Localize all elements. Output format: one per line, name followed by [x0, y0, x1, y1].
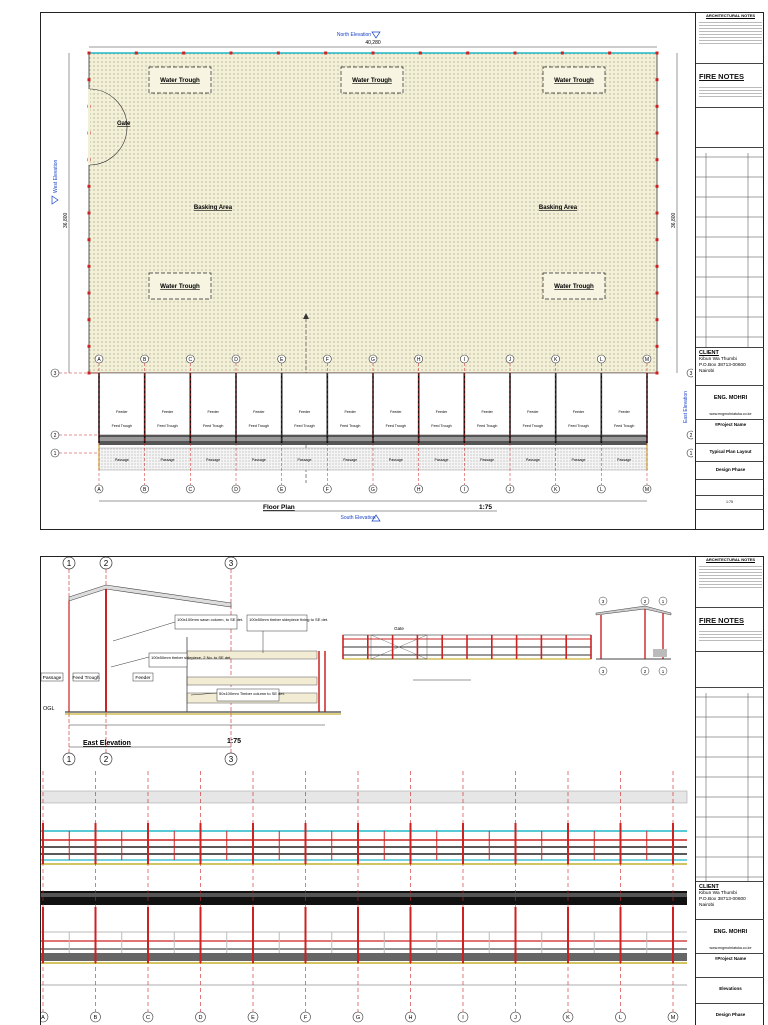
svg-text:G: G	[371, 487, 375, 493]
client-city: Nairobi	[699, 369, 715, 374]
water-trough-label: Water Trough	[554, 283, 594, 290]
long-grid-h	[406, 1012, 416, 1022]
svg-text:F: F	[303, 1015, 308, 1021]
svg-text:D: D	[234, 487, 238, 493]
svg-text:2: 2	[689, 433, 693, 439]
feed-trough-label: Feed Trough	[431, 424, 452, 428]
engineer-name-2: ENG. MOHRI	[713, 929, 748, 935]
long-grid-m	[668, 1012, 678, 1022]
floor-plan-title: Floor Plan	[263, 504, 295, 511]
overall-depth-dim-right: 36,800	[671, 212, 677, 228]
revision-table	[696, 147, 764, 348]
svg-text:H: H	[416, 487, 421, 493]
gate-elevation	[343, 626, 591, 680]
arch-notes-body-2	[699, 564, 762, 590]
end-elevation	[596, 597, 671, 675]
arch-notes-heading: ARCHITECTURAL NOTES	[705, 13, 756, 18]
svg-text:L: L	[599, 487, 603, 493]
client-heading: CLIENT	[699, 350, 719, 356]
svg-text:K: K	[553, 357, 558, 363]
design-stage: Design Phase	[715, 467, 746, 472]
svg-text:M: M	[670, 1015, 676, 1021]
svg-text:M: M	[644, 487, 650, 493]
sheet-title-2: Elevations	[719, 986, 742, 991]
note-timber-column: 50x100mm Timber column to SE det.	[219, 691, 285, 696]
long-grid-b	[91, 1012, 101, 1022]
east-passage-label: Passage	[42, 676, 62, 681]
svg-text:I: I	[463, 357, 466, 363]
long-elevation-lower	[41, 891, 687, 985]
svg-text:1: 1	[689, 451, 693, 457]
basking-area-zone	[89, 53, 657, 373]
project-name-2: #Project Name	[714, 956, 747, 961]
long-grid-k	[563, 1012, 573, 1022]
east-elevation-label: East Elevation	[683, 391, 689, 423]
note-sidepiece: 100x50mm timber sidepiece, 2 No. to SE det.	[151, 655, 232, 660]
engineer-name: ENG. MOHRI	[713, 395, 748, 401]
feed-trough-label: Feed Trough	[202, 424, 224, 428]
passage-label: Passage	[388, 458, 403, 462]
client-heading-2: CLIENT	[699, 884, 719, 890]
floor-plan-drawing	[41, 13, 693, 529]
water-trough-1	[149, 67, 211, 93]
gate-elevation-label: Gate	[394, 626, 404, 631]
long-grid-j	[511, 1012, 521, 1022]
fire-notes-body-2	[699, 629, 762, 643]
passage-label: Passage	[160, 458, 175, 462]
feeder-label: Feeder	[527, 410, 539, 414]
elevations-sheet	[40, 556, 764, 1025]
svg-text:L: L	[618, 1015, 623, 1021]
feeder-label: Feeder	[435, 410, 448, 414]
svg-text:A: A	[97, 357, 101, 363]
fire-notes-body	[699, 85, 762, 99]
engineer-website-2: www.engmohriatuka.co.ke	[709, 946, 752, 950]
arch-notes-body	[699, 20, 762, 46]
passage-label: Passage	[297, 458, 312, 462]
feeder-label: Feeder	[344, 410, 356, 414]
svg-text:3: 3	[601, 599, 605, 604]
feed-trough-label: Feed Trough	[248, 424, 270, 428]
floor-plan-sheet	[40, 12, 764, 530]
svg-text:I: I	[463, 487, 466, 493]
sheet-scale: 1:75	[726, 500, 733, 504]
revision-table-2	[696, 687, 764, 882]
svg-text:E: E	[279, 357, 284, 363]
east-elevation-scale: 1:75	[227, 738, 242, 745]
passage-label: Passage	[480, 458, 495, 462]
passage-label: Passage	[251, 458, 266, 462]
passage-label: Passage	[571, 458, 586, 462]
overall-width-dim: 40,280	[365, 40, 381, 46]
svg-text:2: 2	[643, 599, 647, 604]
long-elevation-upper	[41, 791, 687, 864]
feeder-label: Feeder	[116, 410, 128, 414]
basking-area-label: Basking Area	[193, 205, 233, 211]
svg-text:A: A	[41, 1015, 45, 1021]
svg-text:C: C	[146, 1015, 150, 1021]
svg-text:3: 3	[601, 669, 605, 674]
feeder-label: Feeder	[481, 410, 493, 414]
svg-text:E: E	[279, 487, 284, 493]
passage-label: Passage	[434, 458, 449, 462]
fire-notes-heading: FIRE NOTES	[699, 72, 745, 81]
east-grid-3-bottom: 3	[228, 755, 234, 764]
svg-text:K: K	[553, 487, 558, 493]
svg-text:2: 2	[53, 433, 57, 439]
water-trough-label: Water Trough	[160, 77, 200, 84]
svg-text:H: H	[416, 357, 421, 363]
feeder-label: Feeder	[390, 410, 402, 414]
long-grid-a	[41, 1012, 48, 1022]
east-grid-1-top: 1	[66, 559, 72, 568]
client-name-2: Kibun Wa Thumbi	[699, 891, 737, 896]
client-address: P.O.Box 38713-00600	[699, 363, 746, 368]
water-trough-3	[543, 67, 605, 93]
svg-text:I: I	[462, 1015, 464, 1021]
svg-text:1: 1	[53, 451, 57, 457]
svg-text:2: 2	[643, 669, 647, 674]
passage-label: Passage	[206, 458, 221, 462]
svg-text:J: J	[508, 487, 512, 493]
feed-trough-label: Feed Trough	[339, 424, 361, 428]
project-name: #Project Name	[714, 422, 747, 427]
elevations-drawing	[41, 557, 693, 1025]
svg-text:F: F	[325, 487, 329, 493]
client-name: Kibun Wa Thumbi	[699, 357, 737, 362]
svg-text:1: 1	[661, 599, 665, 604]
gate-label: Gate	[117, 121, 131, 127]
svg-text:1: 1	[661, 669, 665, 674]
long-grid-c	[143, 1012, 153, 1022]
feed-trough-label: Feed Trough	[385, 424, 407, 428]
east-grid-2-bottom: 2	[103, 755, 109, 764]
water-trough-5	[543, 273, 605, 299]
svg-text:B: B	[142, 357, 147, 363]
svg-text:C: C	[188, 487, 193, 493]
east-feed-trough-label: Feed Trough	[72, 676, 100, 681]
svg-text:J: J	[514, 1015, 517, 1021]
svg-text:3: 3	[53, 371, 57, 377]
east-grid-3-top: 3	[228, 559, 234, 568]
passage-label: Passage	[525, 458, 540, 462]
svg-text:B: B	[93, 1015, 98, 1021]
feed-trough-label: Feed Trough	[522, 424, 544, 428]
water-trough-2	[341, 67, 403, 93]
feed-trough-label: Feed Trough	[476, 424, 498, 428]
title-block-sheet-1	[695, 13, 764, 529]
passage-label: Passage	[343, 458, 358, 462]
passage-label: Passage	[114, 458, 129, 462]
feeder-label: Feeder	[207, 410, 219, 414]
feeder-label: Feeder	[298, 410, 311, 414]
east-elevation-section	[41, 557, 341, 765]
title-block-sheet-2	[695, 557, 764, 1025]
svg-text:J: J	[508, 357, 512, 363]
fire-notes-heading-2: FIRE NOTES	[699, 616, 745, 625]
sheet-title: Typical Plan Layout	[709, 449, 752, 454]
svg-text:D: D	[198, 1015, 203, 1021]
east-elevation-title: East Elevation	[83, 740, 131, 747]
feeder-label: Feeder	[161, 410, 174, 414]
feed-trough-label: Feed Trough	[613, 424, 635, 428]
client-city-2: Nairobi	[699, 903, 715, 908]
long-grid-d	[196, 1012, 206, 1022]
north-elevation-marker	[372, 32, 380, 38]
svg-text:G: G	[355, 1015, 361, 1021]
client-address-2: P.O.Box 38713-00600	[699, 897, 746, 902]
engineer-website: www.engmohriatuka.co.ke	[709, 412, 752, 416]
long-grid-g	[353, 1012, 363, 1022]
west-elevation-label: West Elevation	[53, 159, 59, 193]
design-stage-2: Design Phase	[715, 1012, 746, 1017]
svg-text:L: L	[599, 357, 603, 363]
feeder-label: Feeder	[253, 410, 265, 414]
feed-trough-label: Feed Trough	[111, 424, 133, 428]
water-trough-label: Water Trough	[554, 77, 594, 84]
svg-text:F: F	[325, 357, 329, 363]
svg-text:G: G	[371, 357, 375, 363]
west-elevation-marker	[52, 196, 58, 204]
svg-text:A: A	[97, 487, 101, 493]
water-trough-4	[149, 273, 211, 299]
feed-trough-label: Feed Trough	[294, 424, 315, 428]
long-grid-i	[458, 1012, 468, 1022]
svg-text:H: H	[408, 1015, 413, 1021]
east-feeder-label: Feeder	[135, 676, 151, 681]
long-grid-l	[616, 1012, 626, 1022]
floor-plan-scale: 1:75	[479, 504, 493, 511]
arch-notes-heading-2: ARCHITECTURAL NOTES	[705, 557, 756, 562]
basking-area-label-2: Basking Area	[538, 205, 578, 211]
water-trough-label: Water Trough	[352, 77, 392, 84]
long-grid-f	[301, 1012, 311, 1022]
feeder-label: Feeder	[572, 410, 585, 414]
long-grid-e	[248, 1012, 258, 1022]
svg-text:B: B	[142, 487, 147, 493]
feed-trough-label: Feed Trough	[157, 424, 178, 428]
water-trough-label: Water Trough	[160, 283, 200, 290]
north-elevation-label: North Elevation	[336, 32, 372, 38]
overall-depth-dim: 36,800	[63, 212, 69, 228]
ogl-label: OGL	[43, 706, 55, 712]
feed-trough-label: Feed Trough	[568, 424, 589, 428]
note-column: 100x100mm sawn column, to SE det.	[177, 617, 244, 622]
svg-text:C: C	[188, 357, 193, 363]
note-sidepiece-fixing: 100x50mm timber sidepiece fixing to SE det.	[249, 617, 329, 622]
grid-number-3	[51, 369, 89, 377]
svg-text:K: K	[566, 1015, 570, 1021]
east-grid-1-bottom: 1	[66, 755, 72, 764]
grid-number-3-right: 3	[689, 371, 693, 377]
svg-text:D: D	[234, 357, 238, 363]
svg-text:E: E	[251, 1015, 255, 1021]
feeder-label: Feeder	[618, 410, 630, 414]
svg-text:M: M	[644, 357, 650, 363]
south-elevation-label: South Elevation	[340, 515, 376, 521]
east-grid-2-top: 2	[103, 559, 109, 568]
passage-label: Passage	[617, 458, 632, 462]
